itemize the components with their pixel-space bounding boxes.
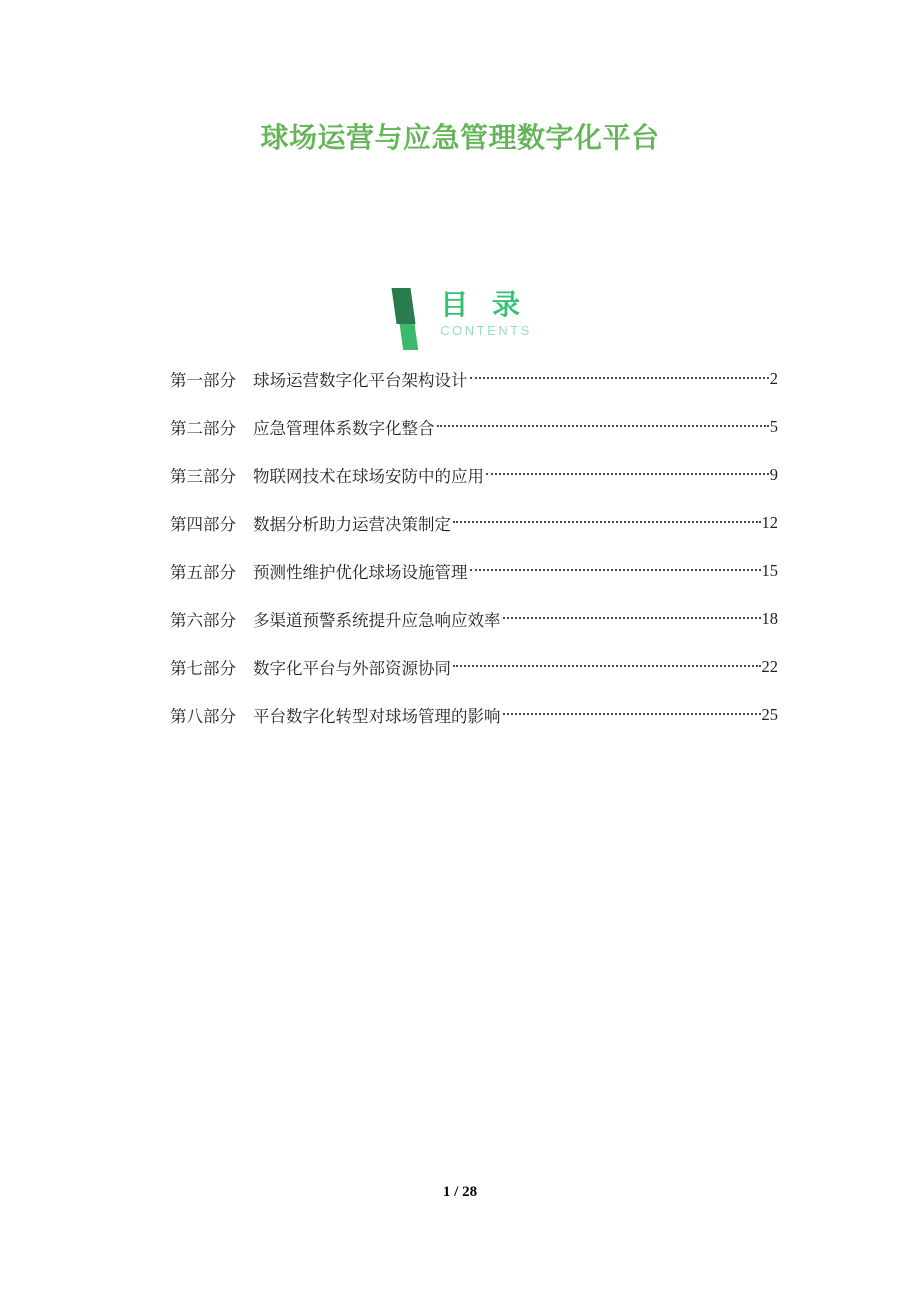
dot-leader — [503, 713, 761, 715]
page-number-indicator: 1 / 28 — [442, 1184, 478, 1200]
toc-entry-title: 物联网技术在球场安防中的应用 — [253, 467, 484, 486]
toc-entry[interactable] — [170, 595, 778, 643]
toc-entry-label: 第五部分 — [170, 563, 236, 582]
dot-leader — [486, 473, 769, 475]
toc-entry-label: 第二部分 — [170, 419, 236, 438]
toc-entry[interactable] — [170, 643, 778, 691]
toc-entry[interactable] — [170, 451, 778, 499]
contents-title-en: CONTENTS — [440, 323, 532, 338]
toc-entry-title: 多渠道预警系统提升应急响应效率 — [253, 611, 501, 630]
toc-entry-label: 第六部分 — [170, 611, 236, 630]
toc-entry-label: 第八部分 — [170, 707, 236, 726]
toc-entry-label: 第七部分 — [170, 659, 236, 678]
toc-entry-label: 第一部分 — [170, 371, 236, 390]
toc-entry[interactable] — [170, 355, 778, 403]
toc-entry-title: 平台数字化转型对球场管理的影响 — [253, 707, 501, 726]
slash-segment-light — [400, 324, 419, 350]
toc-entry-title: 预测性维护优化球场设施管理 — [253, 563, 468, 582]
toc-entry-label: 第三部分 — [170, 467, 236, 486]
contents-slash-icon — [392, 288, 431, 352]
toc-entry-page-number: 5 — [769, 417, 778, 436]
toc-entry-page-number: 12 — [761, 513, 778, 532]
page-title: 球场运营与应急管理数字化平台 — [260, 122, 660, 153]
table-of-contents — [170, 355, 778, 739]
toc-entry-label: 第四部分 — [170, 515, 236, 534]
toc-entry-page-number: 18 — [761, 609, 778, 628]
toc-entry-title: 球场运营数字化平台架构设计 — [253, 371, 468, 390]
dot-leader — [470, 377, 769, 379]
toc-entry-page-number: 9 — [769, 465, 778, 484]
toc-entry[interactable] — [170, 499, 778, 547]
toc-entry-page-number: 2 — [769, 369, 778, 388]
dot-leader — [453, 521, 761, 523]
toc-entry-page-number: 15 — [761, 561, 778, 580]
toc-entry[interactable] — [170, 547, 778, 595]
contents-header — [0, 288, 920, 352]
dot-leader — [503, 617, 761, 619]
contents-title-zh: 目 录 — [440, 289, 529, 320]
dot-leader — [437, 425, 769, 427]
toc-entry-page-number: 25 — [761, 705, 778, 724]
toc-entry[interactable] — [170, 403, 778, 451]
toc-entry-title: 数据分析助力运营决策制定 — [253, 515, 451, 534]
toc-entry-title: 数字化平台与外部资源协同 — [253, 659, 451, 678]
dot-leader — [470, 569, 761, 571]
toc-entry-title: 应急管理体系数字化整合 — [253, 419, 435, 438]
toc-entry[interactable] — [170, 691, 778, 739]
slash-segment-dark — [392, 288, 416, 324]
dot-leader — [453, 665, 761, 667]
toc-entry-page-number: 22 — [761, 657, 778, 676]
